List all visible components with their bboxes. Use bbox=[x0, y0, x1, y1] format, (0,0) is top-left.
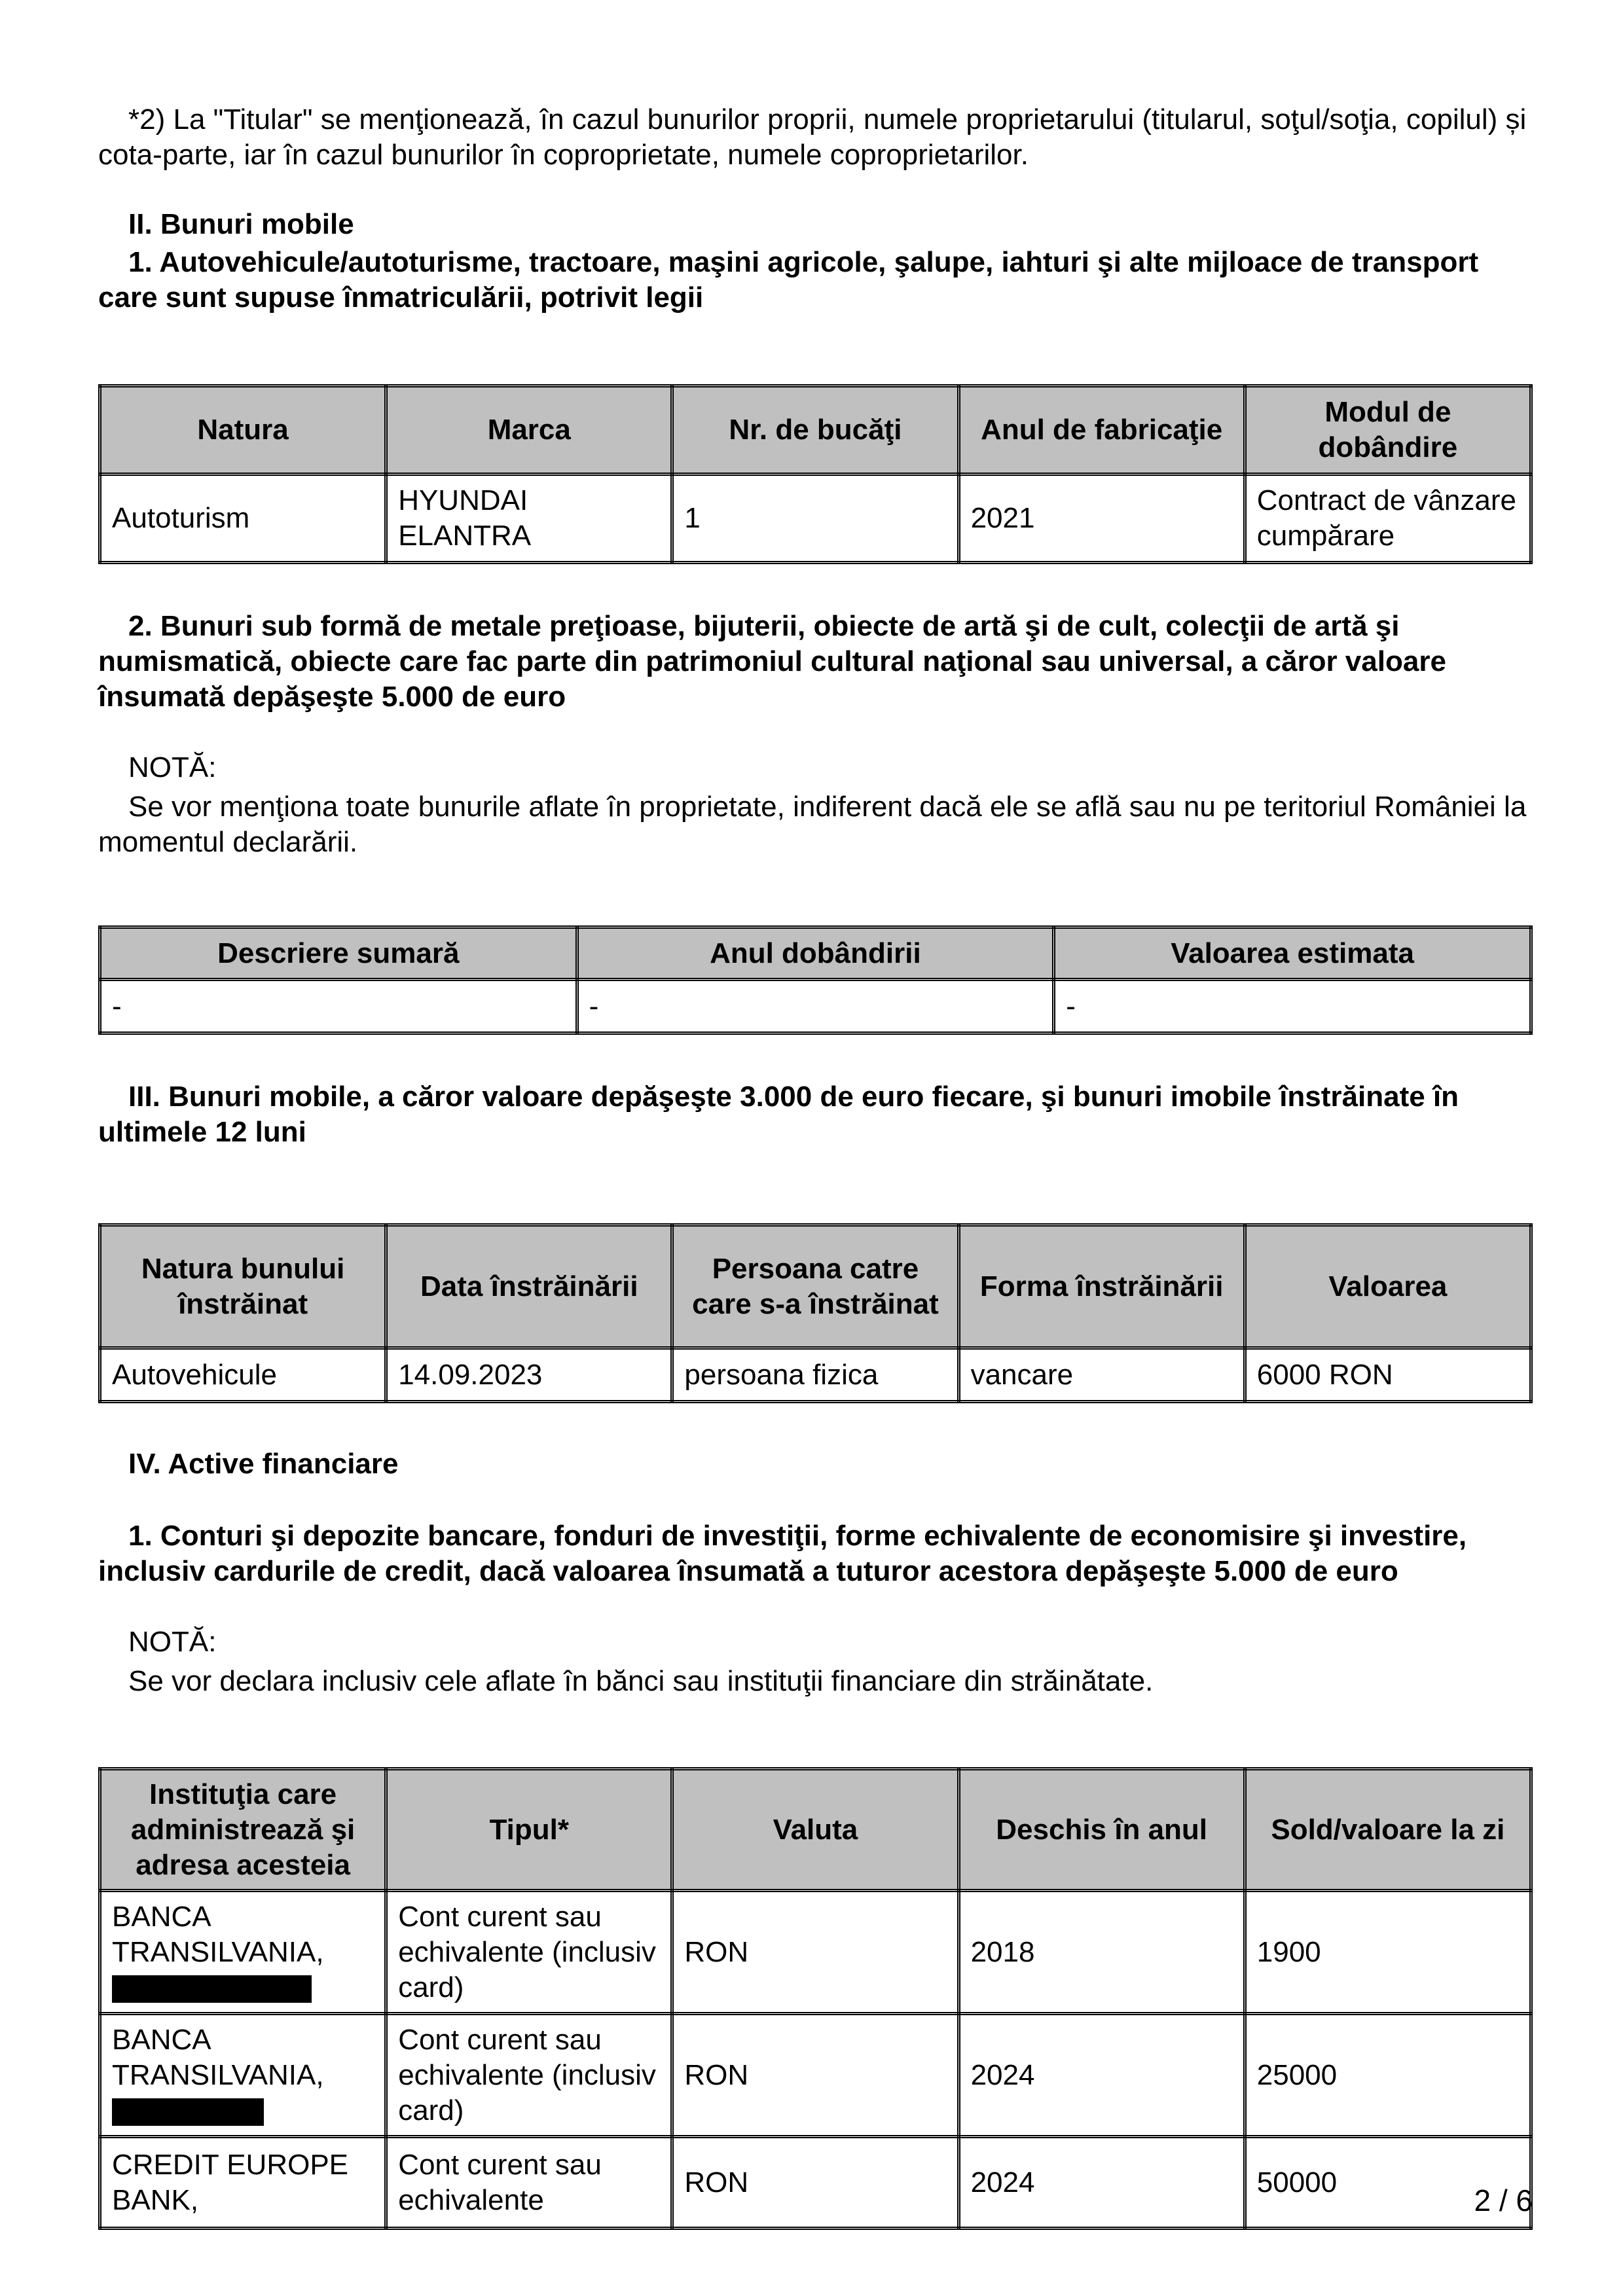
table-cell bbox=[100, 2014, 386, 2137]
column-header: Anul de fabricaţie bbox=[958, 386, 1245, 475]
table-cell: Autoturism bbox=[100, 475, 386, 563]
valuables-table bbox=[98, 925, 1533, 1035]
titular-note: *2) La "Titular" se menţionează, în cazul bunurilor proprii, numele proprietarului (titularul, soţul/soţia, copilul) și cota-parte, iar în cazul bunurilor în coproprietate, numele coproprietarilor. bbox=[98, 103, 1527, 171]
table-row bbox=[100, 1348, 1531, 1402]
table-cell: Cont curent sau echivalente bbox=[386, 2137, 672, 2229]
table-row bbox=[100, 475, 1531, 563]
table-cell: 2018 bbox=[958, 1891, 1245, 2014]
table-cell: Contract de vânzare cumpărare bbox=[1245, 475, 1531, 563]
vehicles-table bbox=[98, 384, 1533, 564]
section-heading-bunuri-mobile: II. Bunuri mobile bbox=[128, 208, 354, 240]
page-number: 2 / 6 bbox=[1474, 2183, 1533, 2217]
table-cell: 6000 RON bbox=[1245, 1348, 1531, 1402]
table-cell: 1 bbox=[672, 475, 958, 563]
table-cell: - bbox=[100, 980, 577, 1033]
column-header: Forma înstrăinării bbox=[958, 1225, 1245, 1348]
column-header: Instituţia care administrează şi adresa acesteia bbox=[100, 1769, 386, 1891]
table-row bbox=[100, 2014, 1531, 2137]
table-row bbox=[100, 1891, 1531, 2014]
note-text: Se vor declara inclusiv cele aflate în bănci sau instituţii financiare din străinătate. bbox=[128, 1665, 1154, 1697]
table-cell: 14.09.2023 bbox=[386, 1348, 672, 1402]
institution-name: BANCA TRANSILVANIA, bbox=[112, 2023, 324, 2091]
column-header: Anul dobândirii bbox=[577, 927, 1054, 980]
table-cell: 25000 bbox=[1245, 2014, 1531, 2137]
table-cell: vancare bbox=[958, 1348, 1245, 1402]
alienated-assets-table bbox=[98, 1223, 1533, 1403]
section-heading-active-financiare: IV. Active financiare bbox=[128, 1448, 399, 1480]
table-cell: 2024 bbox=[958, 2014, 1245, 2137]
table-cell: Autovehicule bbox=[100, 1348, 386, 1402]
note-label: NOTĂ: bbox=[128, 1626, 217, 1658]
table-cell: HYUNDAI ELANTRA bbox=[386, 475, 672, 563]
table-cell bbox=[100, 1891, 386, 2014]
column-header: Nr. de bucăţi bbox=[672, 386, 958, 475]
table-cell: RON bbox=[672, 2137, 958, 2229]
subsection-title-metale-pretioase: 2. Bunuri sub formă de metale preţioase, bijuterii, obiecte de artă şi de cult, colecţii de artă şi numismatică, obiecte care fac parte din patrimoniul cultural naţional sau universal, a căror valoare însumată depăşeşte 5.000 de euro bbox=[98, 610, 1446, 713]
table-cell: RON bbox=[672, 1891, 958, 2014]
subsection-title-conturi: 1. Conturi şi depozite bancare, fonduri de investiţii, forme echivalente de economisire şi investire, inclusiv cardurile de credit, dacă valoarea însumată a tuturor acestora depăşeşte 5.000 de euro bbox=[98, 1520, 1467, 1587]
note-text: Se vor menţiona toate bunurile aflate în proprietate, indiferent dacă ele se află sau nu pe teritoriul României la momentul declarării. bbox=[98, 791, 1527, 858]
column-header: Descriere sumară bbox=[100, 927, 577, 980]
column-header: Valuta bbox=[672, 1769, 958, 1891]
document-page bbox=[98, 98, 1533, 2230]
table-cell: - bbox=[1054, 980, 1531, 1033]
column-header: Valoarea estimata bbox=[1054, 927, 1531, 980]
subsection-title-autovehicule: 1. Autovehicule/autoturisme, tractoare, maşini agricole, şalupe, iahturi şi alte mijloace de transport care sunt supuse înmatriculării, potrivit legii bbox=[98, 246, 1479, 314]
column-header: Valoarea bbox=[1245, 1225, 1531, 1348]
column-header: Data înstrăinării bbox=[386, 1225, 672, 1348]
column-header: Modul de dobândire bbox=[1245, 386, 1531, 475]
table-cell: 50000 bbox=[1245, 2137, 1531, 2229]
table-cell: 2021 bbox=[958, 475, 1245, 563]
column-header: Marca bbox=[386, 386, 672, 475]
table-row bbox=[100, 980, 1531, 1033]
table-cell: Cont curent sau echivalente (inclusiv card) bbox=[386, 1891, 672, 2014]
column-header: Natura bunului înstrăinat bbox=[100, 1225, 386, 1348]
table-cell: 2024 bbox=[958, 2137, 1245, 2229]
column-header: Persoana catre care s-a înstrăinat bbox=[672, 1225, 958, 1348]
table-cell: 1900 bbox=[1245, 1891, 1531, 2014]
table-cell: RON bbox=[672, 2014, 958, 2137]
note-label: NOTĂ: bbox=[128, 751, 217, 783]
table-cell: CREDIT EUROPE BANK, bbox=[100, 2137, 386, 2229]
table-cell: - bbox=[577, 980, 1054, 1033]
table-row bbox=[100, 2137, 1531, 2229]
redacted-address bbox=[112, 2098, 264, 2126]
column-header: Sold/valoare la zi bbox=[1245, 1769, 1531, 1891]
section-title-instrainate: III. Bunuri mobile, a căror valoare depăşeşte 3.000 de euro fiecare, şi bunuri imobile înstrăinate în ultimele 12 luni bbox=[98, 1081, 1459, 1148]
institution-name: BANCA TRANSILVANIA, bbox=[112, 1900, 324, 1968]
table-cell: persoana fizica bbox=[672, 1348, 958, 1402]
column-header: Deschis în anul bbox=[958, 1769, 1245, 1891]
column-header: Natura bbox=[100, 386, 386, 475]
table-cell: Cont curent sau echivalente (inclusiv card) bbox=[386, 2014, 672, 2137]
column-header: Tipul* bbox=[386, 1769, 672, 1891]
bank-accounts-table bbox=[98, 1767, 1533, 2230]
redacted-address bbox=[112, 1975, 312, 2003]
